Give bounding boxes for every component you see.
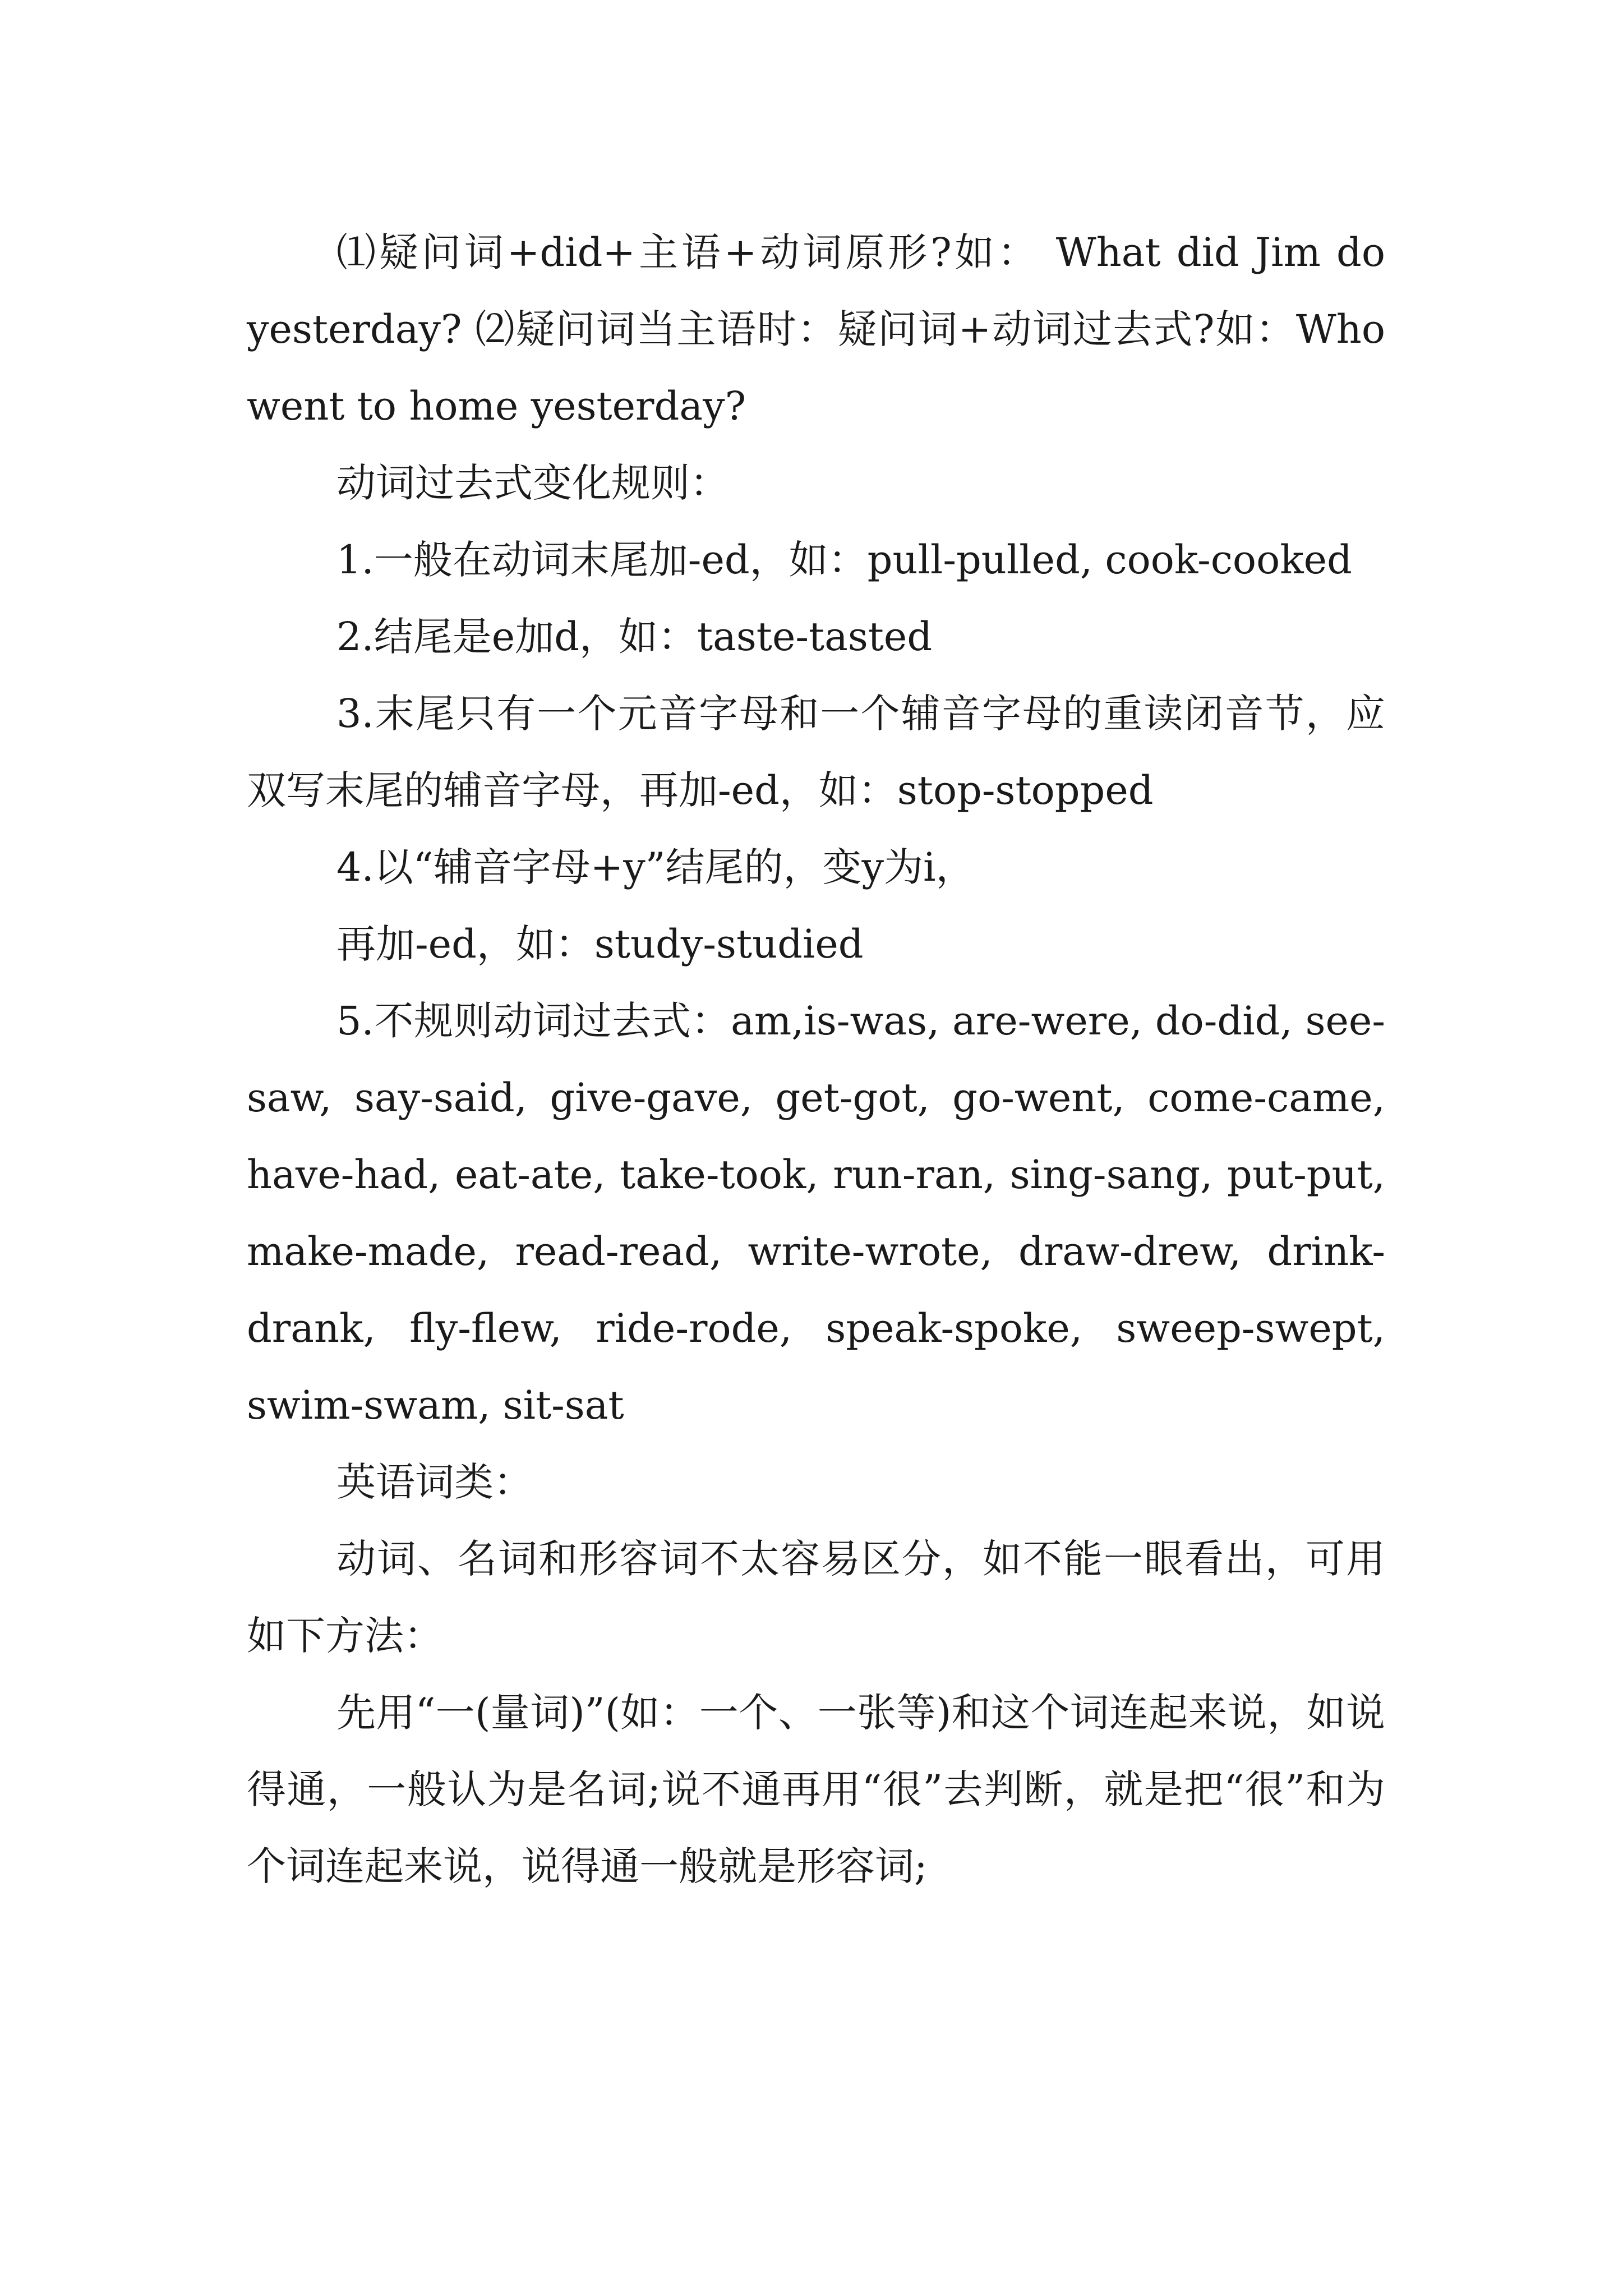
paragraph-rule-2: 2.结尾是e加d，如：taste-tasted [336, 614, 933, 660]
paragraph-word-classes-heading: 英语词类： [336, 1459, 533, 1505]
paragraph-question-words: ⑴疑问词+did+主语+动词原形?如： What did Jim do yesterday? ⑵疑问词当主语时：疑问词+动词过去式?如：Who went to home yesterday? [247, 229, 1385, 429]
document-body [247, 214, 1385, 1905]
paragraph-rule-3: 3.末尾只有一个元音字母和一个辅音字母的重读闭音节，应双写末尾的辅音字母，再加-ed，如：stop-stopped [247, 691, 1385, 813]
paragraph-word-classes-method: 先用“一(量词)”(如：一个、一张等)和这个词连起来说，如说得通，一般认为是名词;说不通再用“很”去判断，就是把“很”和为个词连起来说，说得通一般就是形容词; [247, 1690, 1385, 1889]
paragraph-rule-1: 1.一般在动词末尾加-ed，如：pull-pulled, cook-cooked [336, 537, 1352, 583]
paragraph-rule-4: 4.以“辅音字母+y”结尾的，变y为i， [336, 844, 975, 890]
paragraph-word-classes-intro: 动词、名词和形容词不太容易区分，如不能一眼看出，可用如下方法： [247, 1536, 1385, 1659]
paragraph-rule-5-irregular-verbs: 5.不规则动词过去式：am,is-was, are-were, do-did, see-saw, say-said, give-gave, get-got, go-went, come-came, have-had, eat-ate, take-took, run-ran, sing-sang, put-put, make-made, read-read, write-wrote, draw-drew, drink-drank, fly-flew, ride-rode, speak-spoke, sweep-swept, swim-swam, sit-sat [247, 998, 1385, 1428]
paragraph-past-tense-rules-heading: 动词过去式变化规则： [336, 460, 729, 506]
paragraph-rule-4-continued: 再加-ed，如：study-studied [336, 921, 864, 967]
